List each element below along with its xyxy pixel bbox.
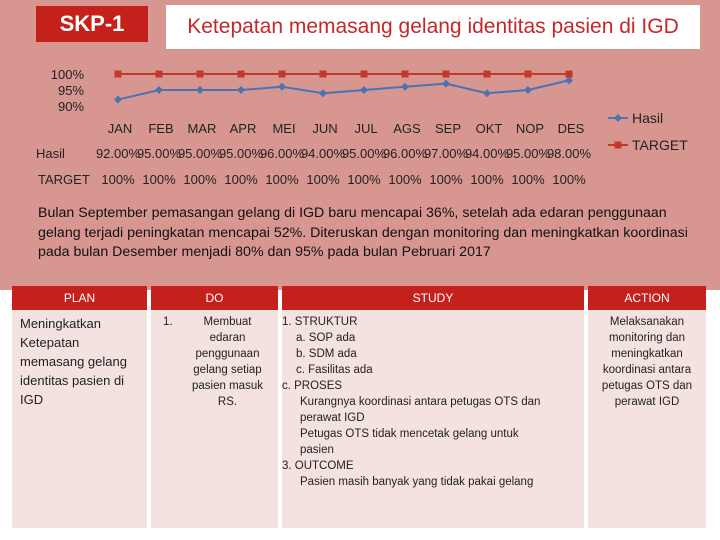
x-tick-label: JUN [312,121,338,136]
table-cell-value: 95.00% [341,146,387,161]
data-point-target [115,71,122,78]
do-number: 1. [163,316,173,328]
study-line: perawat IGD [300,412,365,424]
study-line: Petugas OTS tidak mencetak gelang untuk [300,428,519,440]
study-line: Pasien masih banyak yang tidak pakai gelang [300,476,534,488]
x-tick-label: DES [557,121,585,136]
table-cell-value: 95.00% [505,146,551,161]
table-cell-value: 100% [183,172,217,187]
x-tick-label: MAR [187,121,217,136]
study-column [282,286,584,528]
line-chart [0,60,720,195]
legend-label: TARGET [632,137,688,153]
table-cell-value: 96.00% [259,146,305,161]
table-cell-value: 100% [388,172,422,187]
table-cell-value: 100% [142,172,176,187]
table-cell-value: 100% [224,172,258,187]
x-tick-label: OKT [475,121,503,136]
table-cell-value: 98.00% [546,146,592,161]
x-tick-label: APR [229,121,257,136]
x-tick-label: AGS [393,121,421,136]
study-line: a. SOP ada [296,332,356,344]
action-header: ACTION [588,286,706,310]
data-point-target [156,71,163,78]
table-cell-value: 95.00% [218,146,264,161]
table-cell-value: 95.00% [136,146,182,161]
data-point-target [238,71,245,78]
plan-column [12,286,147,528]
table-row-label: TARGET [38,172,90,187]
study-line: b. SDM ada [296,348,357,360]
data-point-target [566,71,573,78]
study-line: c. Fasilitas ada [296,364,373,376]
table-cell-value: 96.00% [382,146,428,161]
study-line: c. PROSES [282,380,343,392]
do-text: Membuat edaran penggunaan gelang setiap pasien masuk RS. [192,316,263,408]
legend-label: Hasil [632,110,664,126]
table-cell-value: 92.00% [95,146,141,161]
data-point-target [525,71,532,78]
study-line: 3. OUTCOME [282,460,354,472]
table-cell-value: 100% [429,172,463,187]
table-cell-value: 100% [306,172,340,187]
study-line: Kurangnya koordinasi antara petugas OTS dan [300,396,541,408]
plan-header: PLAN [12,286,147,310]
study-line: 1. STRUKTUR [282,316,358,328]
table-cell-value: 100% [265,172,299,187]
data-point-target [484,71,491,78]
data-point-target [320,71,327,78]
table-cell-value: 94.00% [300,146,346,161]
table-cell-value: 100% [470,172,504,187]
action-column [588,286,706,528]
table-cell-value: 100% [552,172,586,187]
action-text: Melaksanakan monitoring dan meningkatkan koordinasi antara petugas OTS dan perawat IGD [601,316,693,408]
page-title: Ketepatan memasang gelang identitas pasien di IGD [166,5,700,49]
y-tick-label: 100% [50,67,84,82]
table-cell-value: 100% [511,172,545,187]
study-line: pasien [300,444,334,456]
table-cell-value: 100% [101,172,135,187]
data-point-target [443,71,450,78]
x-tick-label: JUL [354,121,378,136]
pdsa-table [12,286,706,528]
x-tick-label: JAN [107,121,133,136]
y-tick-label: 95% [57,83,84,98]
x-tick-label: SEP [434,121,462,136]
legend-marker-hasil [614,114,622,122]
skp-badge: SKP-1 [36,6,148,42]
x-tick-label: NOP [515,121,545,136]
do-header: DO [151,286,278,310]
table-cell-value: 100% [347,172,381,187]
x-tick-label: FEB [148,121,174,136]
study-header: STUDY [282,286,584,310]
data-point-target [361,71,368,78]
table-cell-value: 97.00% [423,146,469,161]
data-point-target [197,71,204,78]
table-cell-value: 94.00% [464,146,510,161]
table-cell-value: 95.00% [177,146,223,161]
description-text: Bulan September pemasangan gelang di IGD baru mencapai 36%, setelah ada edaran penggunaan gelang terjadi peningkatan mencapai 52%. Diteruskan dengan monitoring dan meningkatkan koordinasi pada bulan Desember menjadi 80% dan 95% pada bulan Pebruari 2017 [38,205,688,260]
data-point-target [402,71,409,78]
x-tick-label: MEI [272,121,296,136]
table-row-label: Hasil [36,146,65,161]
do-column [151,286,278,528]
data-point-target [279,71,286,78]
y-tick-label: 90% [57,99,84,114]
plan-text: Meningkatkan Ketepatan memasang gelang identitas pasien di IGD [20,316,127,407]
legend-marker-target [615,142,622,149]
